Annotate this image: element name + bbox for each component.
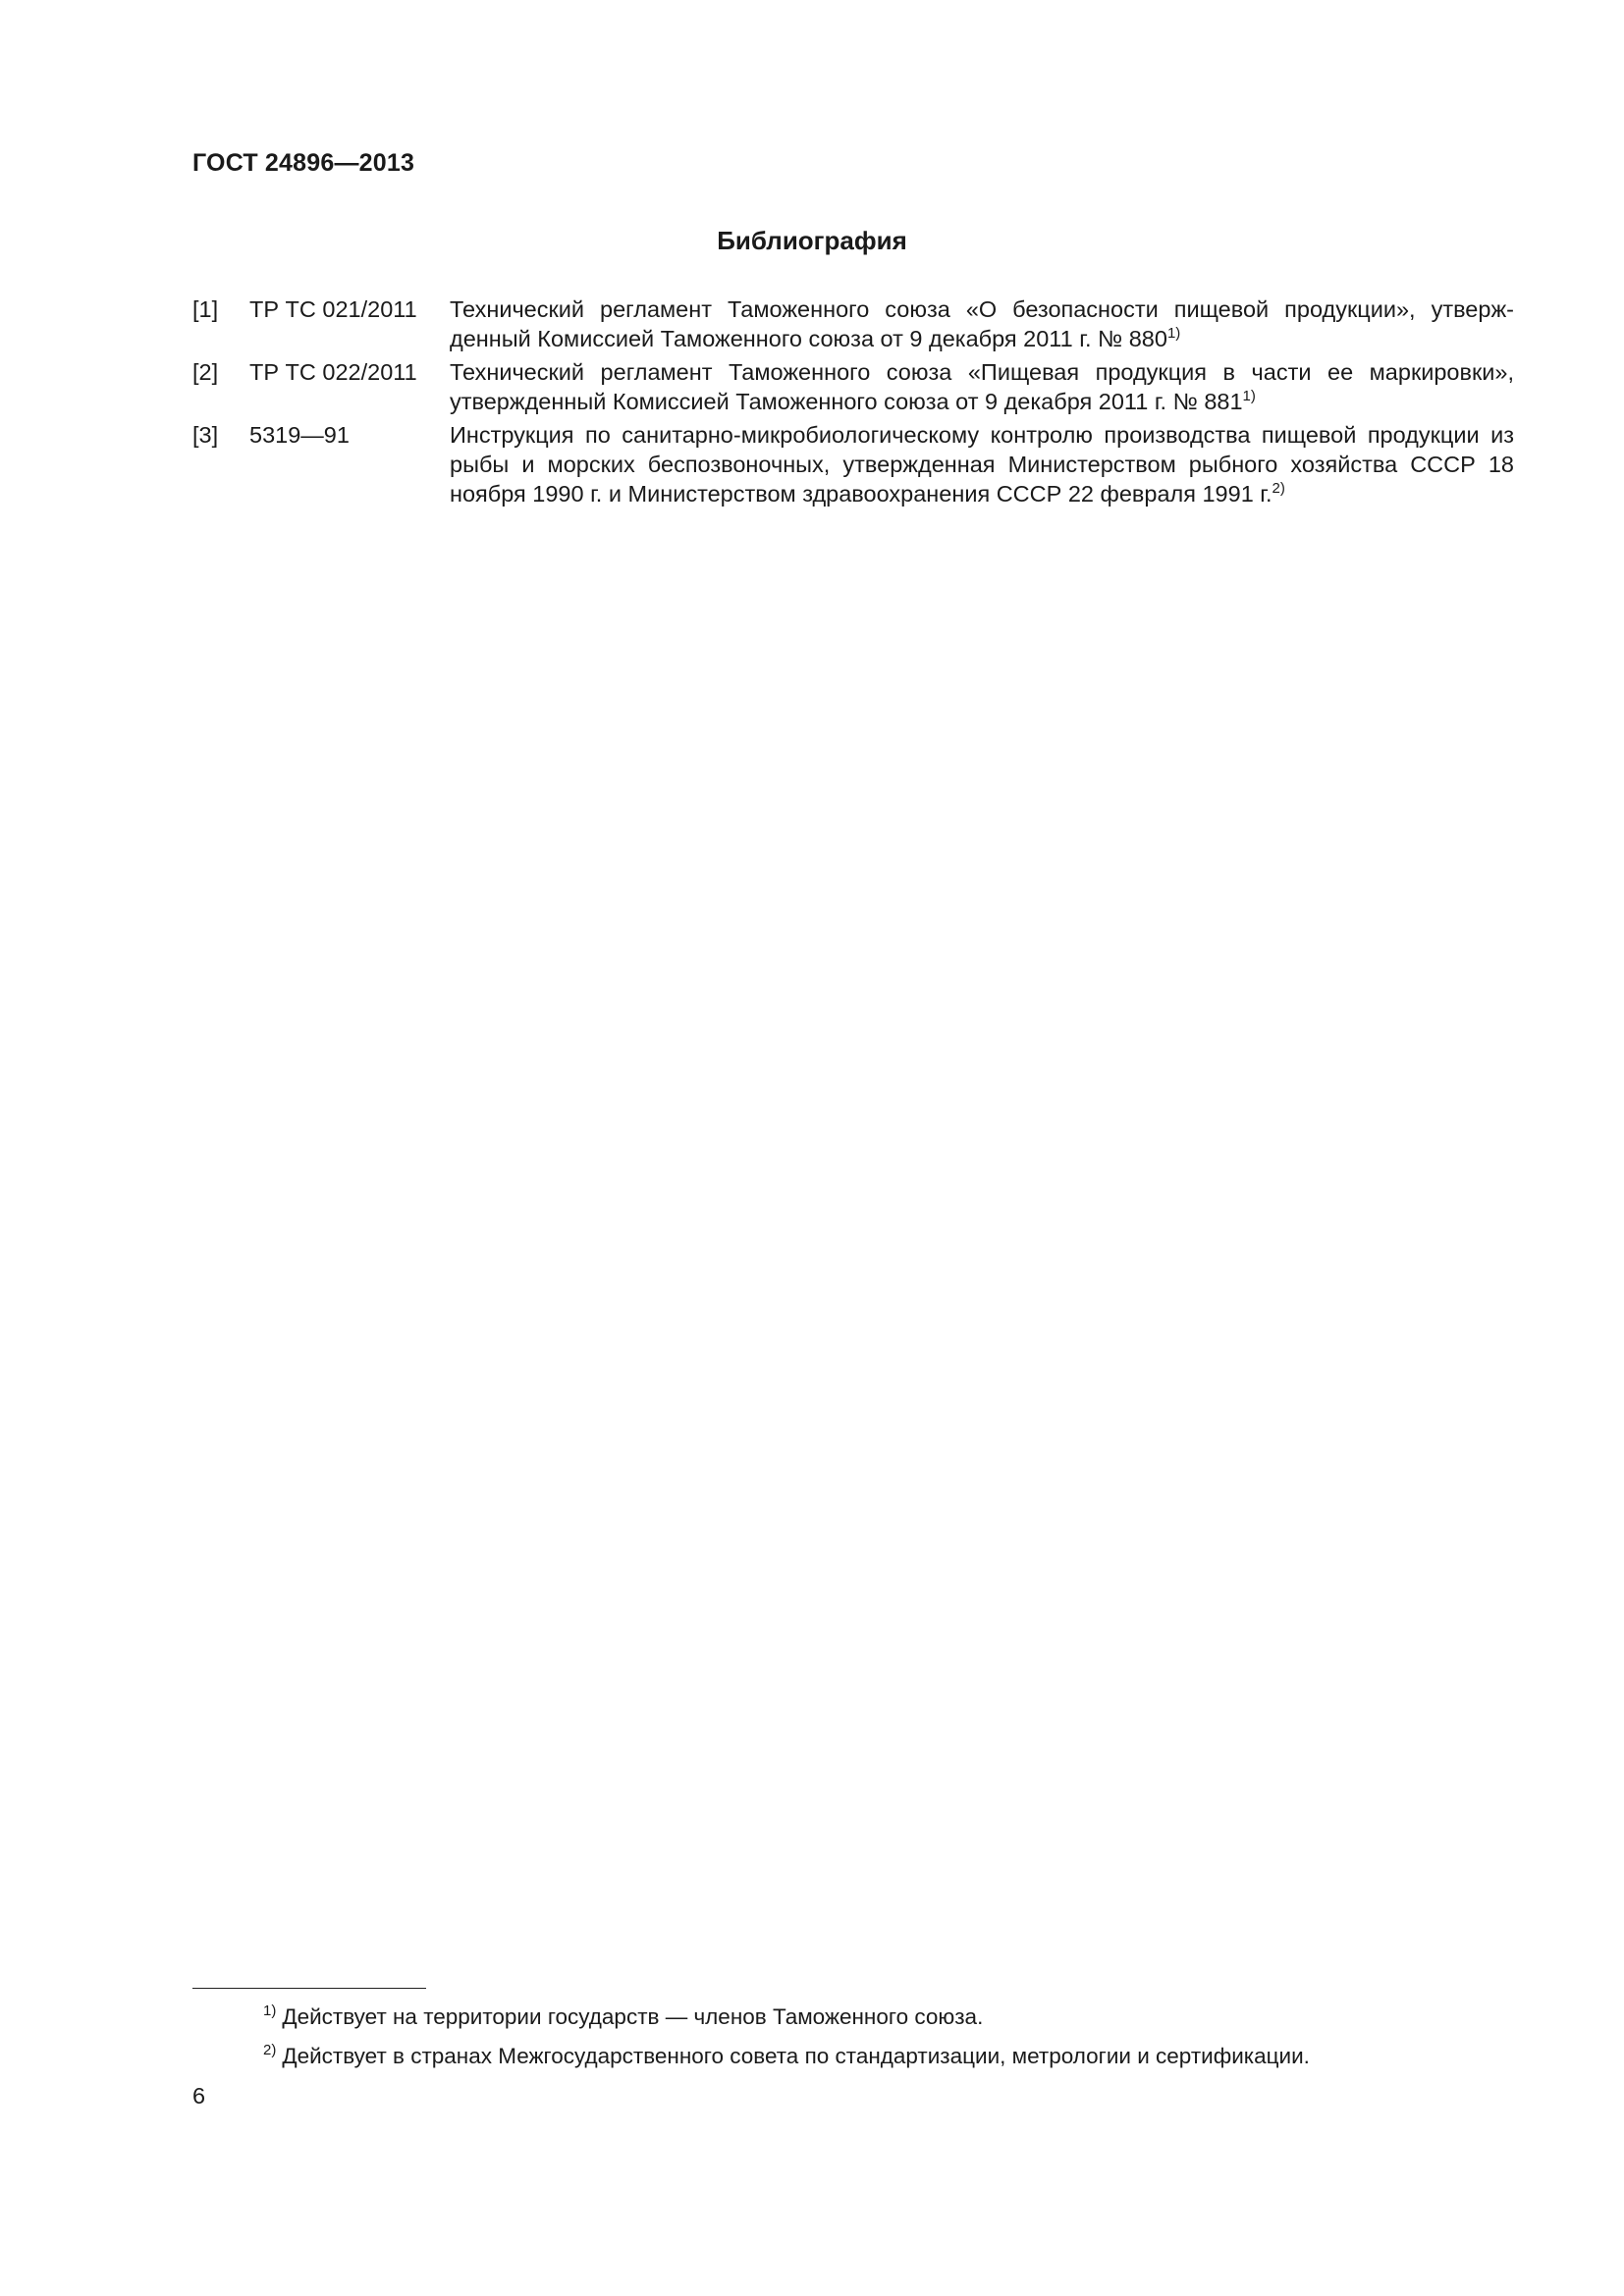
footnote [263, 2002, 1540, 2032]
entry-text-wrapper [450, 357, 1514, 416]
bibliography-list [192, 294, 1514, 512]
footnote-reference[interactable]: 1) [1242, 388, 1256, 404]
entry-text: Технический регламент Таможенного союза «О безопасности пищевой продукции», утверж-денный Комиссией Таможенного союза от 9 декабря 2011 г. № 880 [450, 296, 1514, 351]
bibliography-entry [192, 420, 1514, 508]
entry-number: [3] [192, 422, 219, 448]
document-header: ГОСТ 24896—2013 [192, 149, 415, 177]
footnote-mark: 1) [263, 2002, 277, 2019]
entry-code: ТР ТС 022/2011 [249, 359, 417, 385]
entry-code: ТР ТС 021/2011 [249, 296, 417, 322]
footnote-text: Действует на территории государств — членов Таможенного союза. [282, 2004, 984, 2029]
entry-code: 5319—91 [249, 422, 350, 448]
footnote-divider [192, 1988, 426, 1989]
footnote [263, 2042, 1540, 2071]
bibliography-entry [192, 294, 1514, 353]
footnote-reference[interactable]: 1) [1166, 325, 1181, 342]
entry-number: [2] [192, 359, 219, 385]
footnote-mark: 2) [263, 2042, 277, 2058]
footnote-text: Действует в странах Межгосударственного совета по стандартизации, метрологии и сертификации. [282, 2044, 1310, 2068]
bibliography-entry [192, 357, 1514, 416]
bibliography-title: Библиография [717, 226, 907, 255]
footnote-reference[interactable]: 2) [1272, 480, 1285, 497]
footnotes [263, 2002, 1540, 2081]
entry-text: Технический регламент Таможенного союза «Пищевая продукция в части ее маркировки», утвержденный Комиссией Таможенного союза от 9 декабря 2011 г. № 881 [450, 359, 1514, 414]
entry-text: Инструкция по санитарно-микробиологическому контролю производства пищевой продукции из рыбы и морских беспозвоночных, утвержденная Министерством рыбного хозяйства СССР 18 ноября 1990 г. и Министерством здравоохранения СССР 22 февраля 1991 г. [450, 422, 1514, 507]
page-number: 6 [192, 2083, 206, 2109]
entry-text-wrapper [450, 294, 1514, 353]
entry-text-wrapper [450, 420, 1514, 508]
entry-number: [1] [192, 296, 219, 322]
